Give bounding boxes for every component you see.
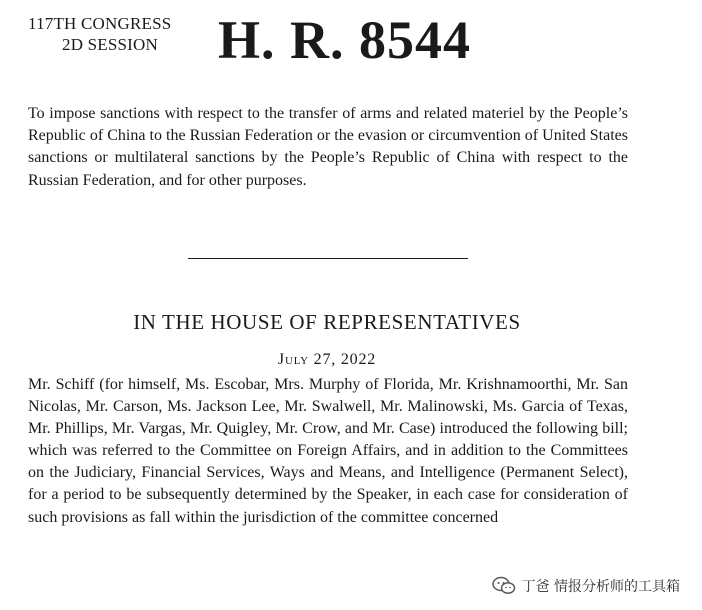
- sponsors-paragraph: Mr. Schiff (for himself, Ms. Escobar, Mrs. Murphy of Florida, Mr. Krishnamoorthi, Mr. San Nicolas, Mr. Carson, Ms. Jackson Lee, Mr. Swalwell, Mr. Malinowski, Ms. Garcia of Texas, Mr. Phillips, Mr. Vargas, Mr. Quigley, Mr. Crow, and Mr. Case) introduced the following bill; which was referred to the Committee on Foreign Affairs, and in addition to the Committees on the Judiciary, Financial Services, Ways and Means, and Intelligence (Permanent Select), for a period to be subsequently determined by the Speaker, in each case for consideration of such provisions as fall within the jurisdiction of the committee concerned: [28, 376, 628, 526]
- bill-number: H. R. 8544: [218, 10, 471, 70]
- watermark-text: 丁爸 情报分析师的工具箱: [521, 579, 680, 595]
- congress-session-block: [28, 13, 198, 55]
- wechat-icon: [492, 576, 516, 596]
- divider-rule: [188, 258, 468, 259]
- watermark: [488, 574, 684, 598]
- congress-label: 117TH CONGRESS: [28, 14, 172, 33]
- session-label: 2D SESSION: [62, 35, 158, 54]
- introduction-date: July 27, 2022: [277, 351, 377, 368]
- chamber-heading: IN THE HOUSE OF REPRESENTATIVES: [133, 310, 521, 334]
- bill-title: To impose sanctions with respect to the transfer of arms and related materiel by the People’s Republic of China to the Russian Federation or the evasion or circumvention of United States sanctions or multilateral sanctions by the People’s Republic of China with respect to the Russian Federation, and for other purposes.: [28, 105, 628, 189]
